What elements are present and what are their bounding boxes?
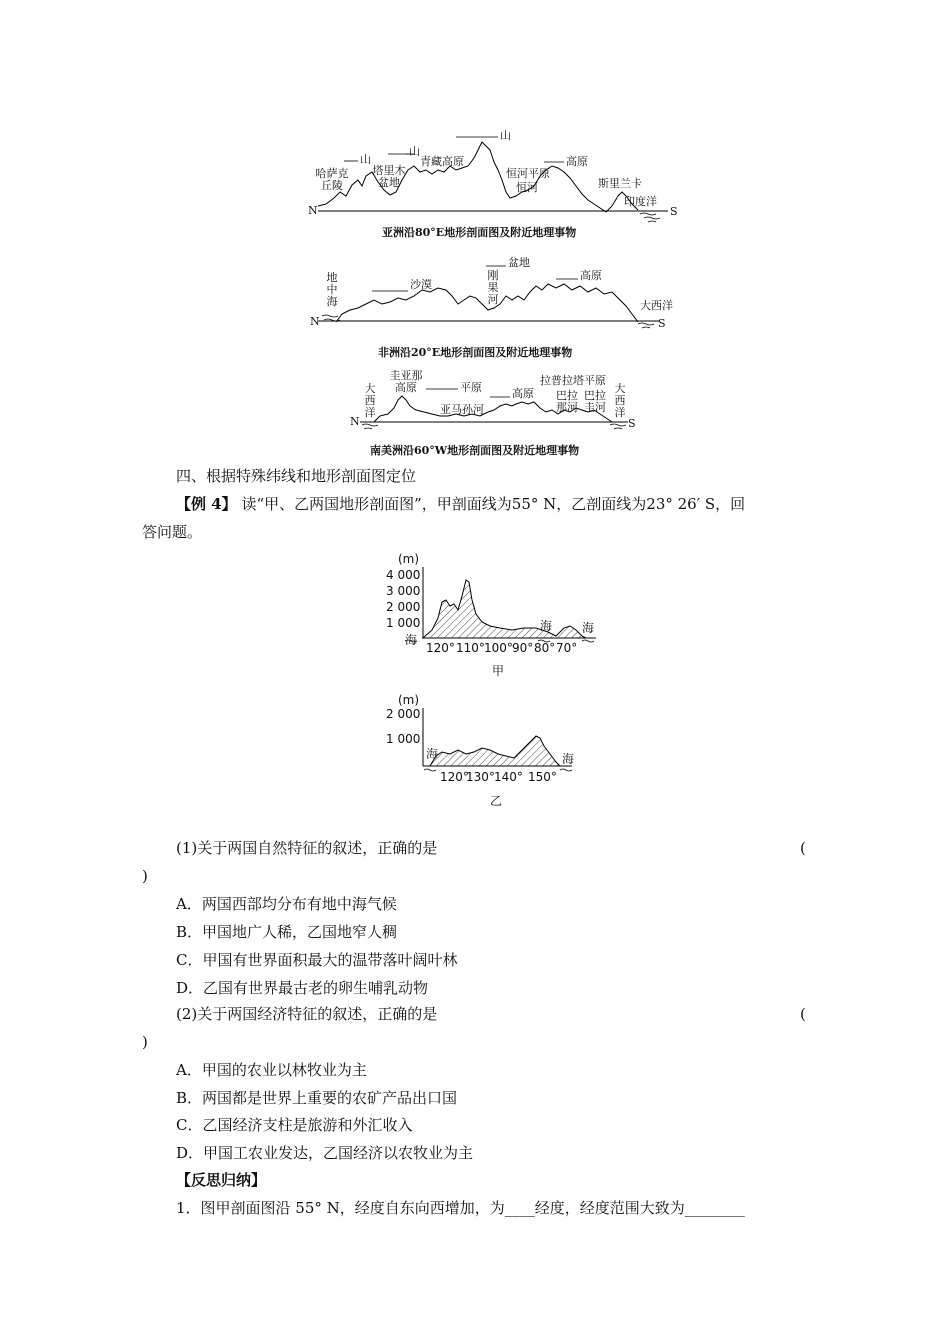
asia-label-n: N: [308, 204, 318, 217]
chart-jia-xtick-70: 70°: [556, 641, 578, 655]
chart-yi-annotation-sea-left: 海: [426, 747, 439, 761]
asia-label-s: S: [670, 205, 678, 218]
asia-label-shan2: 山: [409, 145, 420, 158]
chart-jia-annotation-sea-right: 海: [582, 621, 595, 635]
reflection-line1: 1．图甲剖面图沿 55° N，经度自东向西增加，为____经度，经度范围大致为________: [176, 1199, 745, 1217]
samerica-label-pingyuan: 平原: [460, 381, 482, 394]
example-text: 读“甲、乙两国地形剖面图”，甲剖面线为55° N，乙剖面线为23° 26′ S，回: [241, 495, 746, 513]
chart-yi-ytick-1000: 1 000: [386, 732, 421, 746]
chart-yi-ytick-2000: 2 000: [386, 707, 421, 721]
q1-option-c: C．甲国有世界面积最大的温带落叶阔叶林: [176, 951, 458, 969]
chart-yi-ylabel: (m): [398, 693, 420, 707]
samerica-label-s: S: [628, 417, 636, 430]
samerica-label-daxiyang-right: 大西洋: [614, 382, 626, 419]
q2-option-c: C．乙国经济支柱是旅游和外汇收入: [176, 1116, 413, 1134]
africa-caption: 非洲沿20°E地形剖面图及附近地理事物: [378, 346, 573, 359]
samerica-label-guiyana: 圭亚那 高原: [389, 369, 423, 394]
samerica-caption: 南美洲沿60°W地形剖面图及附近地理事物: [370, 444, 580, 457]
reflection-heading: 【反思归纳】: [176, 1171, 267, 1189]
chart-jia-xtick-110: 110°: [456, 641, 485, 655]
q1-stem: (1)关于两国自然特征的叙述，正确的是: [176, 839, 438, 857]
africa-label-gaoyuan: 高原: [580, 269, 602, 282]
asia-label-sililanka: 斯里兰卡: [598, 177, 642, 190]
chart-jia-ytick-2000: 2 000: [386, 600, 421, 614]
q2-paren-open: (: [800, 1005, 806, 1023]
chart-yi-area: [430, 736, 560, 766]
chart-yi-annotation-sea-right: 海: [562, 752, 575, 766]
q1-option-b: B．甲国地广人稀，乙国地窄人稠: [176, 923, 398, 941]
samerica-label-laplata: 拉普拉塔平原: [540, 374, 606, 387]
asia-caption: 亚洲沿80°E地形剖面图及附近地理事物: [382, 226, 577, 239]
samerica-label-gaoyuan: 高原: [512, 387, 534, 400]
asia-label-henghe: 恒河: [516, 181, 538, 194]
asia-label-yinduyang: 印度洋: [624, 195, 657, 208]
chart-jia-xtick-90: 90°: [512, 641, 534, 655]
africa-label-dizhonghai: 地中海: [326, 271, 338, 308]
africa-label-n: N: [310, 315, 320, 328]
q2-option-a: A．甲国的农业以林牧业为主: [176, 1061, 367, 1079]
example-tag: 【例 4】: [176, 495, 237, 513]
chart-jia-annotation-sea-left: 海: [405, 633, 418, 647]
asia-label-shan1: 山: [360, 153, 371, 166]
asia-label-shan3: 山: [500, 129, 511, 142]
asia-label-hasake: 哈萨克 丘陵: [315, 167, 349, 192]
chart-jia-ytick-1000: 1 000: [386, 616, 421, 630]
chart-jia-label: 甲: [492, 664, 505, 678]
africa-label-shamo: 沙漠: [410, 278, 432, 291]
chart-jia-ylabel: (m): [398, 552, 420, 566]
africa-label-gangguohe: 刚果河: [487, 269, 499, 306]
q1-paren-open: (: [800, 839, 806, 857]
asia-label-qingzang: 青藏高原: [420, 155, 464, 168]
chart-jia-xtick-120: 120°: [426, 641, 455, 655]
africa-label-daxiyang: 大西洋: [640, 299, 673, 312]
chart-yi-xtick-140: 140°: [494, 770, 523, 784]
section-heading: 四、根据特殊纬线和地形剖面图定位: [176, 467, 417, 485]
africa-label-s: S: [658, 317, 666, 330]
samerica-label-balagui: 巴拉 圭河: [584, 389, 606, 414]
q1-option-a: A．两国西部均分布有地中海气候: [176, 895, 397, 913]
chart-jia-ytick-3000: 3 000: [386, 584, 421, 598]
asia-label-talimu: 塔里木 盆地: [372, 164, 406, 189]
asia-label-gaoyuan: 高原: [566, 155, 588, 168]
samerica-label-balana: 巴拉 那河: [556, 389, 578, 414]
chart-yi-label: 乙: [490, 794, 503, 808]
chart-yi-xtick-120: 120°: [440, 770, 469, 784]
example-line2: 答问题。: [142, 523, 203, 541]
chart-yi-xtick-150: 150°: [528, 770, 557, 784]
q2-stem: (2)关于两国经济特征的叙述，正确的是: [176, 1005, 438, 1023]
samerica-label-n: N: [350, 415, 360, 428]
q2-paren-close: ): [142, 1033, 148, 1051]
samerica-label-yamaxun: 亚马孙河: [440, 403, 484, 416]
q2-option-b: B．两国都是世界上重要的农矿产品出口国: [176, 1089, 458, 1107]
chart-jia-annotation-sea-mid: 海: [540, 619, 553, 633]
q2-option-d: D．甲国工农业发达，乙国经济以农牧业为主: [176, 1144, 474, 1162]
asia-label-henghe-pingyuan: 恒河平原: [506, 167, 550, 180]
africa-label-pendi: 盆地: [508, 256, 530, 269]
samerica-label-daxiyang-left: 大西洋: [364, 382, 376, 419]
q1-paren-close: ): [142, 867, 148, 885]
chart-jia-xtick-100: 100°: [484, 641, 513, 655]
q1-option-d: D．乙国有世界最古老的卵生哺乳动物: [176, 979, 429, 997]
chart-yi-xtick-130: 130°: [466, 770, 495, 784]
chart-jia-ytick-4000: 4 000: [386, 568, 421, 582]
chart-jia-xtick-80: 80°: [534, 641, 556, 655]
